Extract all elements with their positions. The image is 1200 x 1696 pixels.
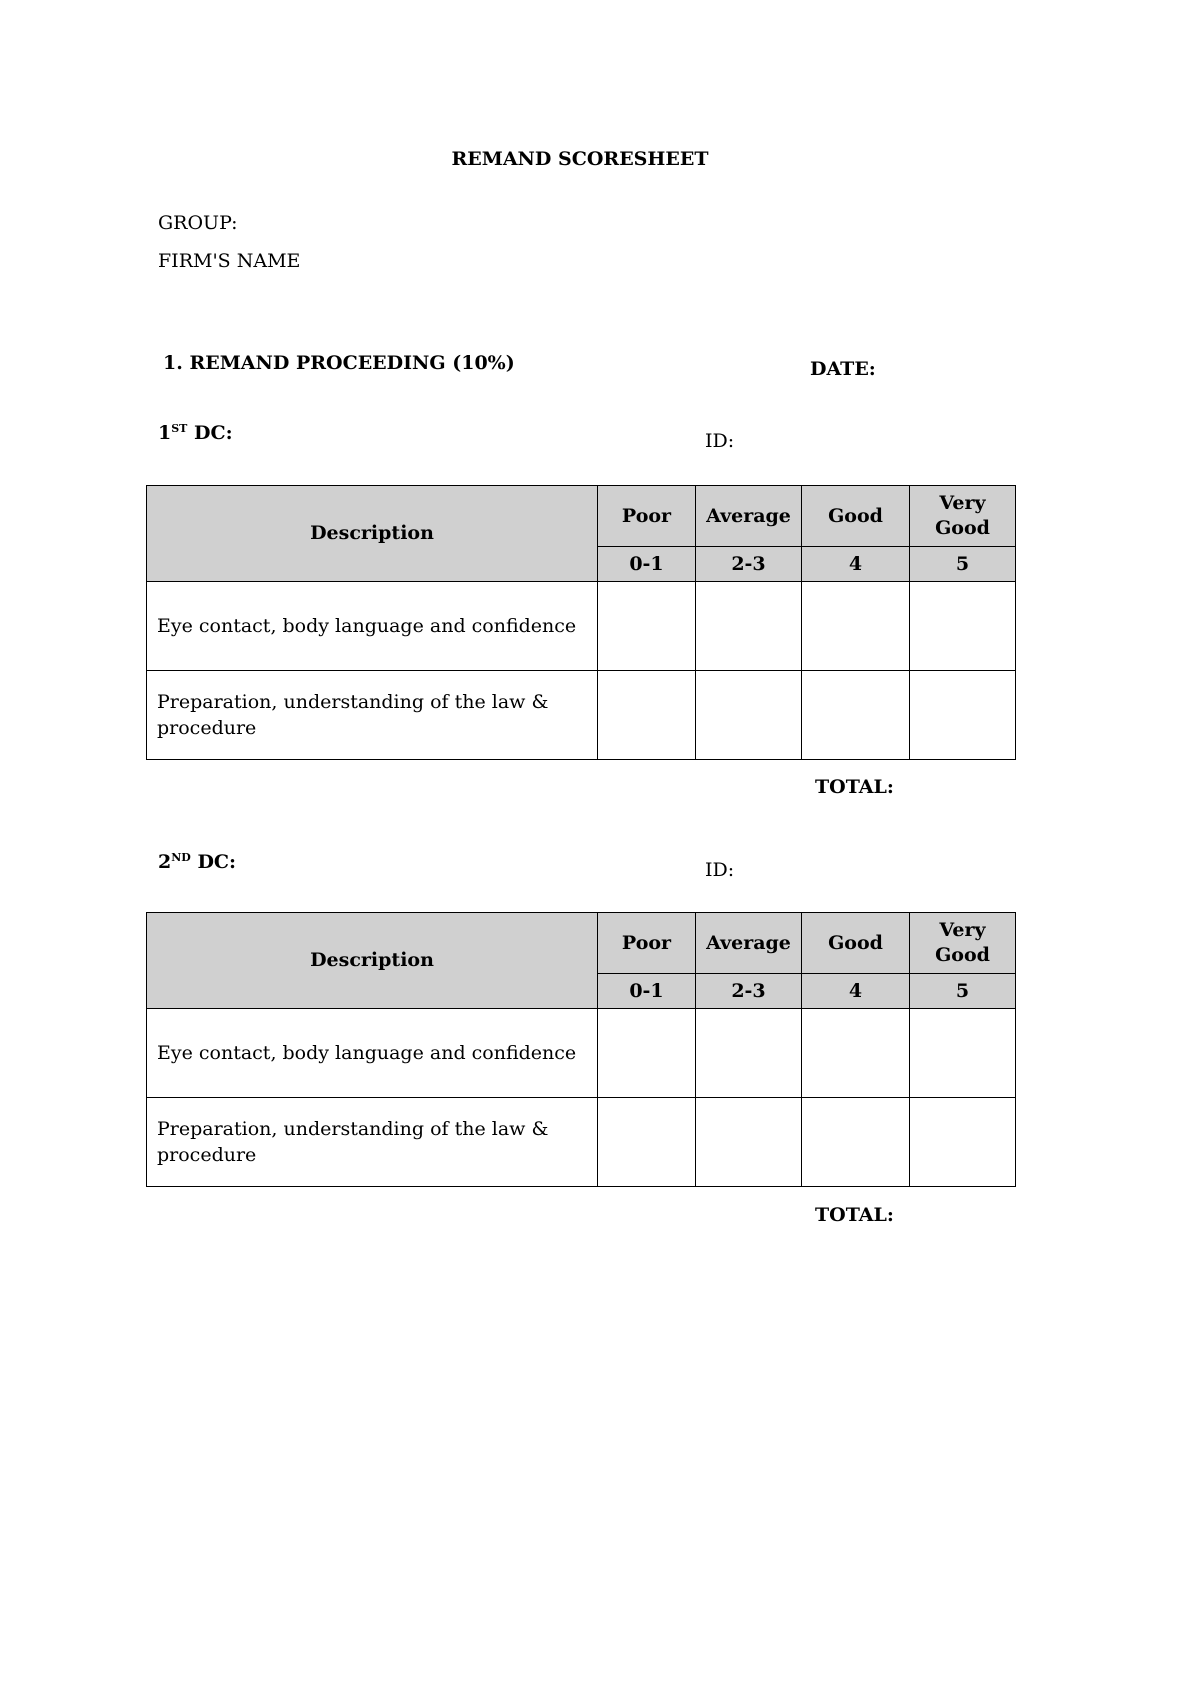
dc1-label [158,422,233,444]
row-description: Eye contact, body language and confidence [147,582,598,671]
firm-name-label: FIRM'S NAME [158,250,301,272]
good-header: Good [802,486,910,547]
dc1-ordinal-suffix: ST [171,422,188,435]
poor-range: 0-1 [598,547,696,582]
score-cell-poor[interactable] [598,582,696,671]
score-cell-average[interactable] [696,671,802,760]
dc2-number: 2 [158,851,172,873]
description-header: Description [147,913,598,1009]
score-cell-good[interactable] [802,582,910,671]
average-header: Average [696,486,802,547]
average-range: 2-3 [696,974,802,1009]
very-good-header: Very Good [910,486,1016,547]
average-range: 2-3 [696,547,802,582]
poor-range: 0-1 [598,974,696,1009]
group-label: GROUP: [158,212,238,234]
score-cell-very-good[interactable] [910,582,1016,671]
score-cell-poor[interactable] [598,671,696,760]
dc2-score-table [146,912,1016,1187]
poor-header: Poor [598,913,696,974]
poor-header: Poor [598,486,696,547]
row-description: Preparation, understanding of the law & procedure [147,671,598,760]
very-good-range: 5 [910,974,1016,1009]
good-header: Good [802,913,910,974]
row-description: Preparation, understanding of the law & procedure [147,1098,598,1187]
dc1-label-text: DC: [187,422,233,444]
very-good-header: Very Good [910,913,1016,974]
date-label: DATE: [810,358,876,380]
score-cell-good[interactable] [802,1098,910,1187]
very-good-range: 5 [910,547,1016,582]
score-cell-average[interactable] [696,582,802,671]
good-range: 4 [802,547,910,582]
dc1-number: 1 [158,422,172,444]
dc2-label-text: DC: [190,851,237,873]
dc2-id-label: ID: [705,859,735,881]
score-cell-average[interactable] [696,1098,802,1187]
table-row [147,582,1016,671]
section-heading: 1. REMAND PROCEEDING (10%) [163,352,515,374]
dc1-score-table [146,485,1016,760]
dc2-total-label: TOTAL: [815,1204,894,1226]
dc1-total-label: TOTAL: [815,776,894,798]
row-description: Eye contact, body language and confidence [147,1009,598,1098]
score-cell-poor[interactable] [598,1009,696,1098]
score-cell-average[interactable] [696,1009,802,1098]
dc2-ordinal-suffix: ND [171,851,191,864]
description-header: Description [147,486,598,582]
table-row [147,671,1016,760]
table-row [147,1009,1016,1098]
score-cell-good[interactable] [802,671,910,760]
score-cell-very-good[interactable] [910,671,1016,760]
average-header: Average [696,913,802,974]
score-cell-very-good[interactable] [910,1009,1016,1098]
score-cell-poor[interactable] [598,1098,696,1187]
dc1-id-label: ID: [705,430,735,452]
score-cell-good[interactable] [802,1009,910,1098]
good-range: 4 [802,974,910,1009]
dc2-label [158,851,236,873]
score-cell-very-good[interactable] [910,1098,1016,1187]
document-title: REMAND SCORESHEET [451,148,709,170]
table-row [147,1098,1016,1187]
